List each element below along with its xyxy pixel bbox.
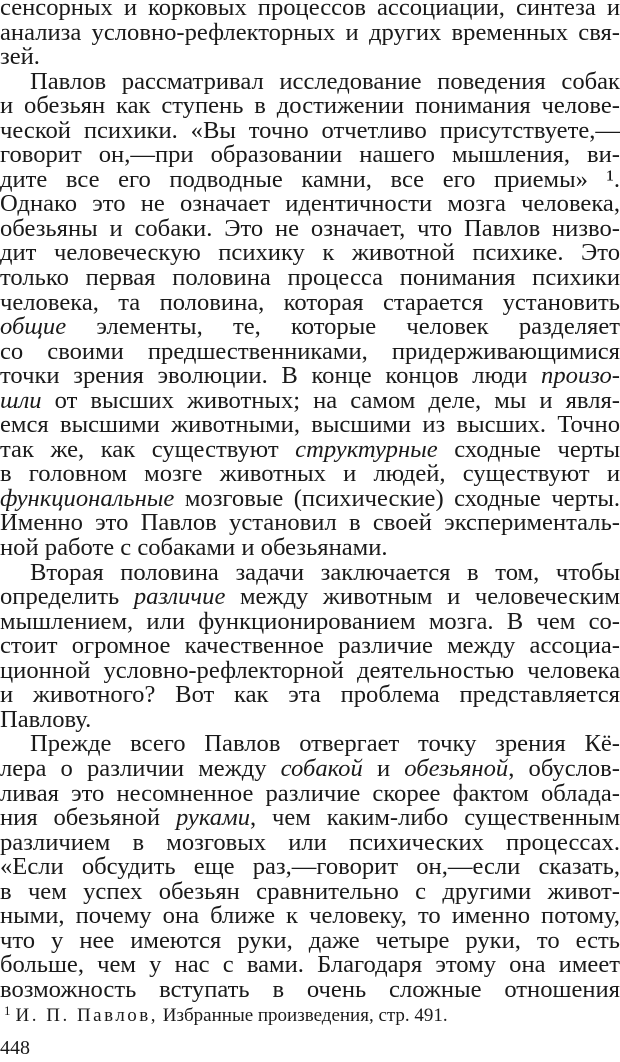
- text-line: [0, 683, 620, 708]
- text-line: [0, 119, 620, 144]
- text-segment: ливая это несомненное различие скорее фактом облада-: [0, 781, 620, 807]
- italic-text: собакой: [280, 756, 363, 782]
- text-segment: так же, как существуют: [0, 437, 296, 463]
- text-line: [0, 782, 620, 807]
- footnote: [0, 1000, 620, 1027]
- text-segment: лера о различии между: [0, 756, 281, 782]
- text-segment: ными, почему она ближе к человеку, то именно потому,: [0, 904, 620, 929]
- text-segment: только первая половина процесса понимания психики: [0, 266, 620, 291]
- text-line: [0, 21, 620, 46]
- text-line: [0, 953, 620, 978]
- page-number: 448: [0, 1037, 30, 1059]
- text-segment: в головном мозге животных и людей, существуют и: [0, 462, 620, 487]
- text-line: [0, 978, 620, 1003]
- text-line: [0, 462, 620, 487]
- text-segment: определить: [0, 585, 134, 610]
- text-line: [0, 610, 620, 635]
- text-line: [0, 192, 620, 217]
- italic-text: различие: [133, 585, 226, 610]
- text-line: [0, 855, 620, 880]
- text-line: [0, 487, 620, 512]
- text-line: [0, 0, 620, 21]
- text-line: [0, 315, 620, 340]
- text-line: [0, 389, 620, 414]
- text-segment: Павлову.: [0, 707, 92, 733]
- text-line: [0, 659, 620, 684]
- text-segment: от высших животных; на самом деле, мы и явля-: [41, 388, 620, 414]
- text-segment: Вторая половина задачи заключается в том, чтобы: [30, 560, 620, 586]
- text-line: [0, 217, 620, 242]
- text-segment: и животного? Вот как эта проблема представляется: [0, 683, 620, 708]
- text-line: [0, 364, 620, 389]
- text-segment: различием в мозговых или психических процессах.: [0, 830, 620, 856]
- text-line: [0, 634, 620, 659]
- italic-text: обезьяной: [404, 756, 509, 782]
- text-segment: Однако это не означает идентичности мозга человека,: [0, 192, 620, 217]
- text-segment: в чем успех обезьян сравнительно с другими живот-: [0, 879, 620, 905]
- text-line: [0, 757, 620, 782]
- text-line: [0, 413, 620, 438]
- italic-text: функциональные: [0, 486, 175, 512]
- text-line: [0, 94, 620, 119]
- text-segment: емся высшими животными, высшими из высших. Точно: [0, 413, 620, 438]
- text-segment: ния обезьяной: [0, 806, 176, 831]
- text-segment: зей.: [0, 45, 40, 70]
- text-line: [0, 536, 620, 561]
- text-line: [0, 241, 620, 266]
- text-line: [0, 880, 620, 905]
- text-line: [0, 708, 620, 733]
- text-segment: сенсорных и корковых процессов ассоциации, синтеза и: [0, 0, 620, 21]
- italic-text: руками: [175, 806, 251, 831]
- text-segment: сходные черты: [437, 437, 620, 463]
- text-segment: говорит он,—при образовании нашего мышления, ви-: [0, 143, 620, 168]
- footnote-marker: 1: [4, 1003, 11, 1018]
- text-segment: со своими предшественниками, придерживающимися: [0, 339, 620, 365]
- text-segment: Павлов рассматривал исследование поведения собак: [30, 69, 620, 95]
- text-line: [0, 168, 620, 193]
- italic-text: произо-: [541, 364, 620, 389]
- text-line: [0, 143, 620, 168]
- text-segment: ционной условно-рефлекторной деятельностью человека: [0, 658, 620, 684]
- text-segment: обезьяны и собаки. Это не означает, что Павлов низво-: [0, 216, 620, 242]
- text-segment: и: [362, 756, 405, 782]
- text-segment: и обезьян как ступень в достижении понимания челове-: [0, 94, 620, 119]
- text-line: [0, 732, 620, 757]
- text-segment: «Если обсудить еще раз,—говорит он,—если сказать,: [0, 855, 620, 880]
- text-segment: анализа условно-рефлекторных и других временных свя-: [0, 20, 620, 46]
- text-line: [0, 806, 620, 831]
- text-line: [0, 45, 620, 70]
- text-line: [0, 340, 620, 365]
- text-segment: между животным и человеческим: [225, 585, 620, 610]
- text-segment: дите все его подводные камни, все его приемы» ¹.: [0, 167, 620, 193]
- italic-text: шли: [0, 388, 42, 414]
- text-segment: точки зрения эволюции. В конце концов люди: [0, 364, 542, 389]
- text-line: [0, 585, 620, 610]
- text-segment: , обуслов-: [508, 756, 620, 782]
- text-line: [0, 266, 620, 291]
- text-line: [0, 929, 620, 954]
- footnote-text: Избранные произведения, стр. 491.: [162, 1005, 448, 1026]
- text-line: [0, 561, 620, 586]
- text-segment: что у нее имеются руки, даже четыре руки, то есть: [0, 928, 620, 954]
- italic-text: общие: [0, 315, 67, 340]
- text-segment: , чем каким-либо существенным: [250, 806, 620, 831]
- footnote-author: И. П. Павлов,: [15, 1005, 159, 1026]
- text-segment: Прежде всего Павлов отвергает точку зрения Кё-: [30, 732, 620, 757]
- text-line: [0, 291, 620, 316]
- text-segment: стоит огромное качественное различие между ассоциа-: [0, 634, 620, 659]
- text-segment: ной работе с собаками и обезьянами.: [0, 536, 388, 561]
- text-segment: человека, та половина, которая старается установить: [0, 290, 620, 316]
- text-segment: дит человеческую психику к животной психике. Это: [0, 241, 620, 267]
- text-segment: мышлением, или функционированием мозга. В чем со-: [0, 609, 620, 635]
- text-segment: ческой психики. «Вы точно отчетливо присутствуете,—: [0, 118, 620, 144]
- text-line: [0, 70, 620, 95]
- text-line: [0, 904, 620, 929]
- text-line: [0, 831, 620, 856]
- text-segment: больше, чем у нас с вами. Благодаря этому она имеет: [0, 953, 620, 978]
- text-segment: элементы, те, которые человек разделяет: [66, 315, 620, 340]
- text-segment: возможность вступать в очень сложные отношения: [0, 977, 620, 1003]
- italic-text: структурные: [295, 437, 438, 463]
- text-segment: Именно это Павлов установил в своей эксперименталь-: [0, 511, 620, 537]
- text-line: [0, 438, 620, 463]
- text-line: [0, 511, 620, 536]
- text-segment: мозговые (психические) сходные черты.: [174, 486, 620, 512]
